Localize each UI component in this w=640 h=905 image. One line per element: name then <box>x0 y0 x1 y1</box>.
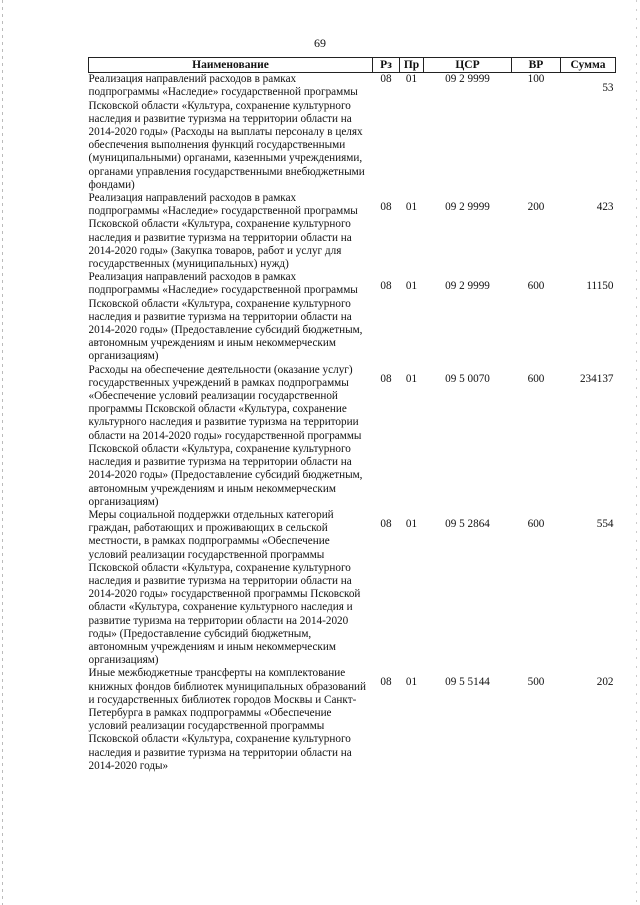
row-pr: 01 <box>405 73 418 86</box>
row-vr: 100 <box>527 73 545 86</box>
budget-table <box>88 57 616 773</box>
header-name: Наименование <box>89 58 373 73</box>
table-row <box>89 667 616 773</box>
row-name: Меры социальной поддержки отдельных категорий граждан, работающих и проживающих в сельской местности, в рамках подпрограммы «Обеспечение условий реализации государственной программы Псковской области «Культура, сохранение культурного наследия и развитие туризма на территории области на 2014-2020 годы» государственной программы Псковской области «Культура, сохранение культурного наследия и развитие туризма на территории области на 2014-2020 годы» (Предоставление субсидий бюджетным, автономным учреждениям и иным некоммерческим организациям) <box>88 508 361 667</box>
table-row <box>89 364 616 509</box>
row-sum: 423 <box>596 201 614 214</box>
row-vr: 600 <box>527 280 545 293</box>
header-pr: Пр <box>400 58 424 73</box>
row-vr: 500 <box>527 676 545 689</box>
scan-edge-right <box>636 0 637 905</box>
table-row <box>89 192 616 271</box>
row-csr: 09 2 9999 <box>445 280 490 293</box>
row-csr: 09 5 2864 <box>445 517 490 530</box>
table-header <box>89 58 616 73</box>
row-name: Реализация направлений расходов в рамках подпрограммы «Наследие» государственной программы Псковской области «Культура, сохранение культурного наследия и развитие туризма на территории области на 2014-2020 годы» (Предоставление субсидий бюджетным, автономным учреждениям и иным некоммерческим организациям) <box>88 271 363 363</box>
row-rz: 08 <box>380 280 392 293</box>
row-name: Реализация направлений расходов в рамках подпрограммы «Наследие» государственной программы Псковской области «Культура, сохранение культурного наследия и развитие туризма на территории области на 2014-2020 годы» (Закупка товаров, работ и услуг для государственных (муниципальных) нужд) <box>88 192 358 271</box>
page-number: 69 <box>314 36 326 50</box>
row-vr: 600 <box>527 517 545 530</box>
row-csr: 09 2 9999 <box>445 201 490 214</box>
table-row <box>89 73 616 192</box>
table-body <box>89 73 616 773</box>
row-name: Иные межбюджетные трансферты на комплектование книжных фондов библиотек муниципальных образований и государственных библиотек городов Москвы и Санкт-Петербурга в рамках подпрограммы «Обеспечение условий реализации государственной программы Псковской области «Культура, сохранение культурного наследия и развитие туризма на территории области на 2014-2020 годы» <box>88 667 367 772</box>
row-csr: 09 2 9999 <box>445 73 490 86</box>
row-rz: 08 <box>380 372 392 385</box>
row-name: Расходы на обеспечение деятельности (оказание услуг) государственных учреждений в рамках подпрограммы «Обеспечение условий реализации государственной программы Псковской области «Культура, сохранение культурного наследия и развитие туризма на территории области на 2014-2020 годы» государственной программы Псковской области «Культура, сохранение культурного наследия и развитие туризма на территории области на 2014-2020 годы» (Предоставление субсидий бюджетным, автономным учреждениям и иным некоммерческим организациям) <box>88 363 363 508</box>
row-pr: 01 <box>405 517 418 530</box>
row-sum: 554 <box>596 517 614 530</box>
row-vr: 600 <box>527 372 545 385</box>
table-row <box>89 271 616 363</box>
row-vr: 200 <box>527 201 545 214</box>
header-sum: Сумма <box>561 58 616 73</box>
row-rz: 08 <box>380 517 392 530</box>
row-sum: 11150 <box>586 280 614 293</box>
row-csr: 09 5 0070 <box>445 372 490 385</box>
header-vr: ВР <box>512 58 561 73</box>
scan-edge-left <box>2 0 3 905</box>
row-rz: 08 <box>380 676 392 689</box>
header-csr: ЦСР <box>424 58 512 73</box>
row-pr: 01 <box>405 676 418 689</box>
row-rz: 08 <box>380 73 392 86</box>
row-sum: 234137 <box>579 372 614 385</box>
row-csr: 09 5 5144 <box>445 676 490 689</box>
row-pr: 01 <box>405 201 418 214</box>
row-rz: 08 <box>380 201 392 214</box>
table-row <box>89 509 616 667</box>
row-sum: 202 <box>596 676 614 689</box>
row-sum: 53 <box>602 82 614 95</box>
header-rz: Рз <box>373 58 400 73</box>
row-pr: 01 <box>405 372 418 385</box>
row-pr: 01 <box>405 280 418 293</box>
row-name: Реализация направлений расходов в рамках подпрограммы «Наследие» государственной программы Псковской области «Культура, сохранение культурного наследия и развитие туризма на территории области на 2014-2020 годы» (Расходы на выплаты персоналу в целях обеспечения выполнения функций государственными (муниципальными) органами, казенными учреждениями, органами управления государственными внебюджетными фондами) <box>88 73 365 191</box>
